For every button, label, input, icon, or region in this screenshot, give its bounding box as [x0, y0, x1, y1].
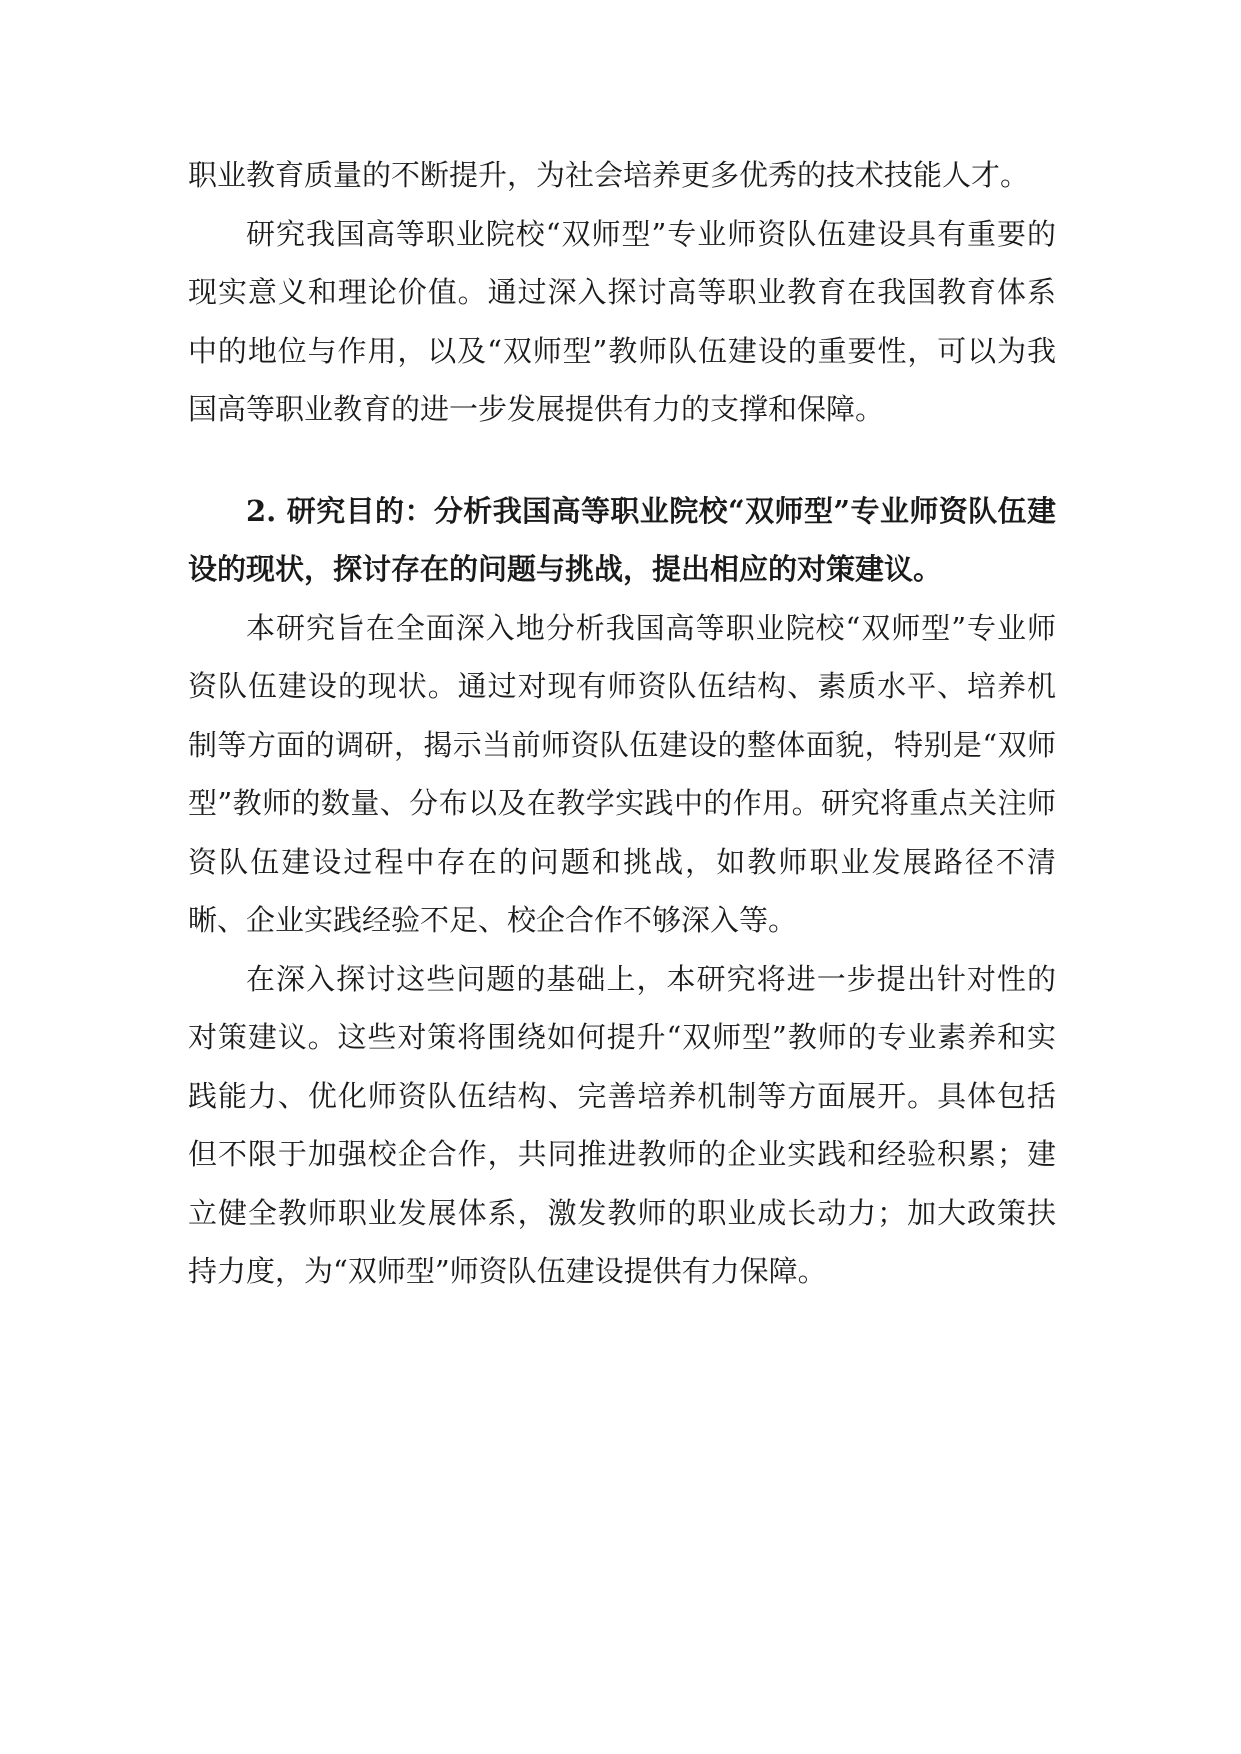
paragraph-continuation: 职业教育质量的不断提升，为社会培养更多优秀的技术技能人才。 [188, 158, 1030, 192]
paragraph-countermeasures: 在深入探讨这些问题的基础上，本研究将进一步提出针对性的对策建议。这些对策将围绕如何提升“双师型”教师的专业素养和实践能力、优化师资队伍结构、完善培养机制等方面展开。具体包括但不限于加强校企合作，共同推进教师的企业实践和经验积累；建立健全教师职业发展体系，激发教师的职业成长动力；加大政策扶持力度，为“双师型”师资队伍建设提供有力保障。 [188, 961, 1056, 1288]
section-number: 2. [246, 493, 277, 528]
section-heading [188, 482, 1056, 599]
document-body [188, 146, 1056, 1301]
paragraph-significance: 研究我国高等职业院校“双师型”专业师资队伍建设具有重要的现实意义和理论价值。通过深入探讨高等职业教育在我国教育体系中的地位与作用，以及“双师型”教师队伍建设的重要性，可以为我国高等职业教育的进一步发展提供有力的支撑和保障。 [188, 216, 1056, 426]
paragraph-objective: 本研究旨在全面深入地分析我国高等职业院校“双师型”专业师资队伍建设的现状。通过对现有师资队伍结构、素质水平、培养机制等方面的调研，揭示当前师资队伍建设的整体面貌，特别是“双师型”教师的数量、分布以及在教学实践中的作用。研究将重点关注师资队伍建设过程中存在的问题和挑战，如教师职业发展路径不清晰、企业实践经验不足、校企合作不够深入等。 [188, 610, 1056, 937]
section-heading-text: 研究目的：分析我国高等职业院校“双师型”专业师资队伍建设的现状，探讨存在的问题与挑战，提出相应的对策建议。 [188, 493, 1056, 586]
